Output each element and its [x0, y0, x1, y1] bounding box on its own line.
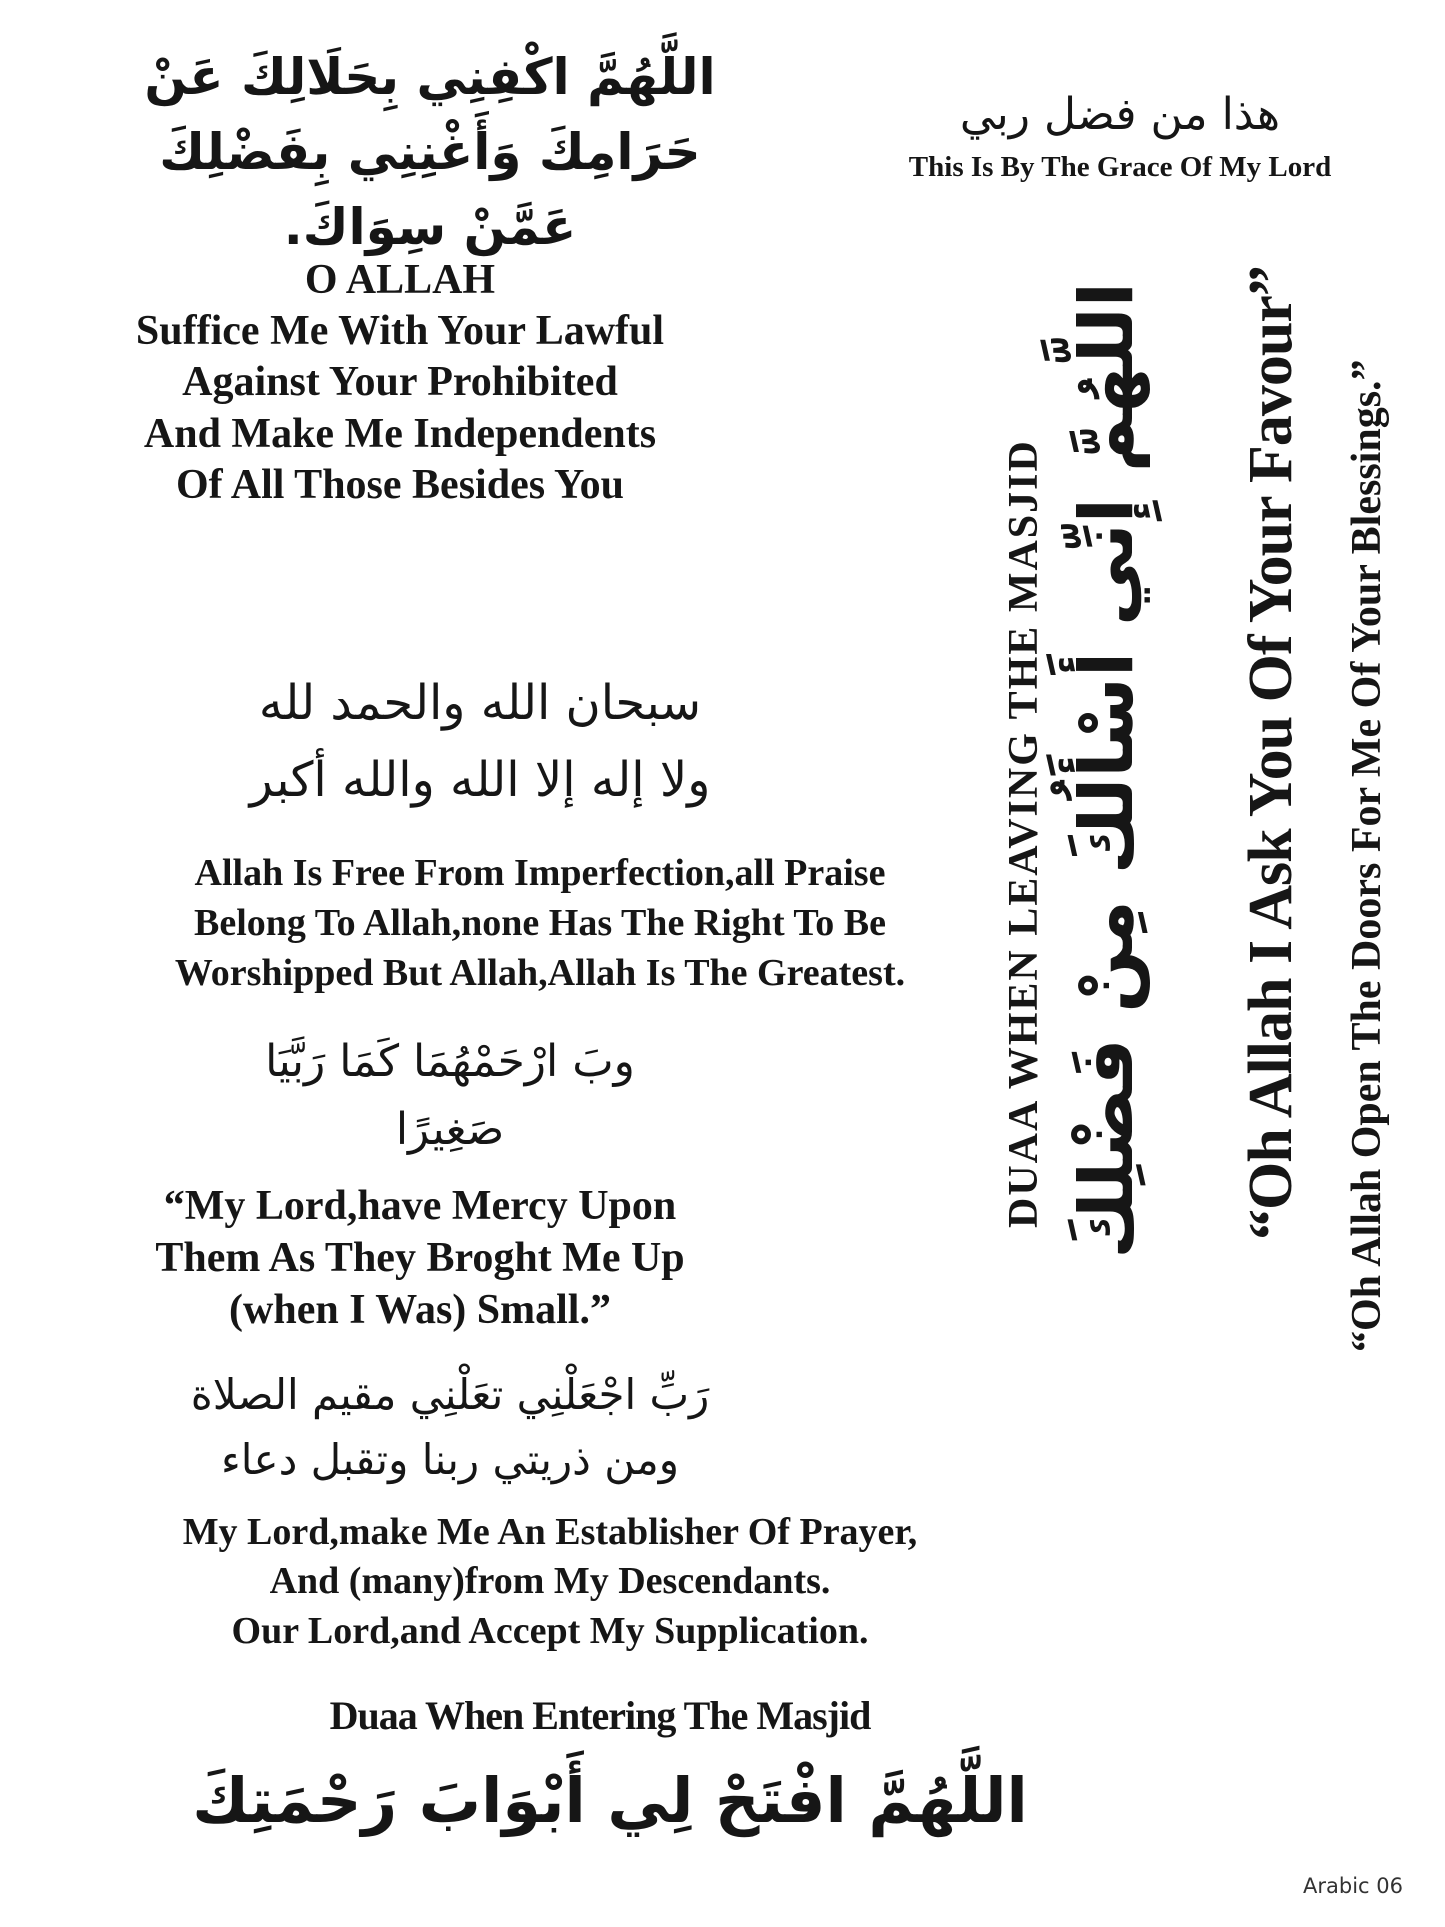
arabic-line: صَغِيرًا: [395, 1104, 505, 1156]
english-line: Of All Those Besides You: [175, 461, 625, 508]
english-line: My Lord,make Me An Establisher Of Prayer,: [182, 1511, 918, 1553]
english-line: Belong To Allah,none Has The Right To Be: [194, 902, 886, 945]
english-line: Allah Is Free From Imperfection,all Praise: [194, 852, 886, 894]
tasbih-arabic: [120, 665, 840, 819]
footer-label: Arabic 06: [1303, 1874, 1403, 1898]
prayer-dua-english: [80, 1508, 1020, 1656]
english-line: And Make Me Independents: [143, 410, 657, 457]
arabic-line: عَمَّنْ سِوَاكَ.: [283, 198, 577, 256]
tasbih-english: [80, 848, 1000, 998]
english-line: And (many)from My Descendants.: [269, 1560, 831, 1603]
arabic-line: وبَ ارْحَمْهُمَا كَمَا رَبَّيَا: [265, 1036, 635, 1087]
grace-english: This Is By The Grace Of My Lord: [908, 151, 1332, 183]
parents-dua-english: [80, 1180, 760, 1336]
english-line: Worshipped But Allah,Allah Is The Greatest.: [174, 952, 906, 995]
leaving-masjid-heading-vertical: DUAA WHEN LEAVING THE MASJID: [1001, 439, 1047, 1228]
arabic-line: ومن ذريتي ربنا وتقبل دعاء: [221, 1435, 679, 1485]
english-line: Suffice Me With Your Lawful: [135, 308, 665, 355]
english-line: O ALLAH: [304, 257, 496, 303]
leaving-masjid-english-vertical-small: “Oh Allah Open The Doors For Me Of Your Blessings.”: [1344, 359, 1390, 1352]
grace-arabic: هذا من فضل ربي: [959, 89, 1281, 140]
entering-masjid-heading: Duaa When Entering The Masjid: [329, 1693, 871, 1738]
arabic-line: سبحان الله والحمد لله: [258, 675, 702, 731]
top-left-dua-arabic: [110, 40, 750, 265]
leaving-masjid-arabic-vertical: اللَّهُمَّ إِنِّي أَسْأَلُكَ مِنْ فَضْلِكَ: [1064, 282, 1150, 1259]
arabic-line: حَرَامِكَ وَأَغْنِنِي بِفَضْلِكَ: [159, 123, 701, 181]
entering-masjid-arabic: اللَّهُمَّ افْتَحْ لِي أَبْوَابَ رَحْمَتِكَ: [192, 1764, 1028, 1837]
top-left-dua-english: [70, 255, 730, 511]
english-line: “My Lord,have Mercy Upon: [163, 1183, 677, 1229]
parents-dua-arabic: [150, 1028, 750, 1164]
english-line: (when I Was) Small.”: [229, 1287, 611, 1334]
arabic-line: رَبِّ اجْعَلْنِي تعَلْنِي مقيم الصلاة: [190, 1370, 710, 1419]
leaving-masjid-english-vertical-big: “Oh Allah I Ask You Of Your Favour”: [1237, 266, 1305, 1240]
english-line: Them As They Broght Me Up: [155, 1235, 685, 1282]
english-line: Against Your Prohibited: [182, 359, 618, 406]
arabic-line: ولا إله إلا الله والله أكبر: [249, 751, 711, 808]
prayer-dua-arabic: [130, 1362, 770, 1492]
arabic-line: اللَّهُمَّ اكْفِنِي بِحَلَالِكَ عَنْ: [144, 48, 716, 106]
english-line: Our Lord,and Accept My Supplication.: [231, 1609, 869, 1652]
